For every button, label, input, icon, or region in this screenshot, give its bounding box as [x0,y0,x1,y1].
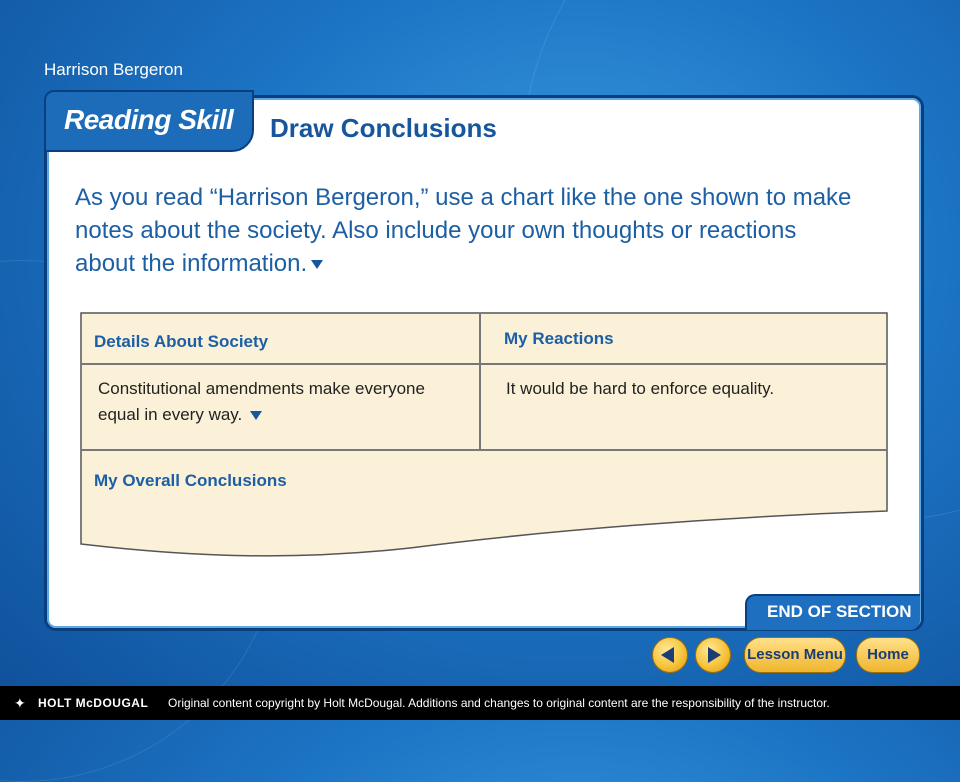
section-label: Harrison Bergeron [44,60,183,79]
footer-copyright: Original content copyright by Holt McDougal. Additions and changes to original content are the responsibility of the instructor. [168,696,830,710]
details-column-header: Details About Society [94,332,269,351]
arrow-right-icon [708,647,721,663]
footer-brand: HOLT McDOUGAL [38,696,149,710]
lesson-menu-button[interactable]: Lesson Menu [744,637,846,673]
details-cell [98,376,438,428]
reactions-cell: It would be hard to enforce equality. [506,379,775,398]
arrow-left-icon [661,647,674,663]
next-button[interactable] [695,637,731,673]
reading-skill-tab [44,90,254,152]
footer [0,686,960,720]
page-title: Draw Conclusions [270,113,497,143]
conclusions-header: My Overall Conclusions [94,471,287,490]
previous-button[interactable] [652,637,688,673]
down-arrow-icon[interactable] [250,411,262,420]
home-button[interactable]: Home [856,637,920,673]
details-text: Constitutional amendments make everyone equal in every way. [98,379,425,424]
end-of-section-label: END OF SECTION [767,602,912,621]
holt-logo-icon: ✦ [14,695,26,711]
reactions-column-header: My Reactions [504,329,614,348]
tab-label: Reading Skill [64,104,234,135]
end-of-section-banner [745,594,920,630]
notes-chart [80,312,888,560]
intro-paragraph [75,181,855,280]
intro-text: As you read “Harrison Bergeron,” use a chart like the one shown to make notes about the society. Also include your own thoughts or reactions about the information. [75,184,852,277]
down-arrow-icon[interactable] [311,260,323,269]
